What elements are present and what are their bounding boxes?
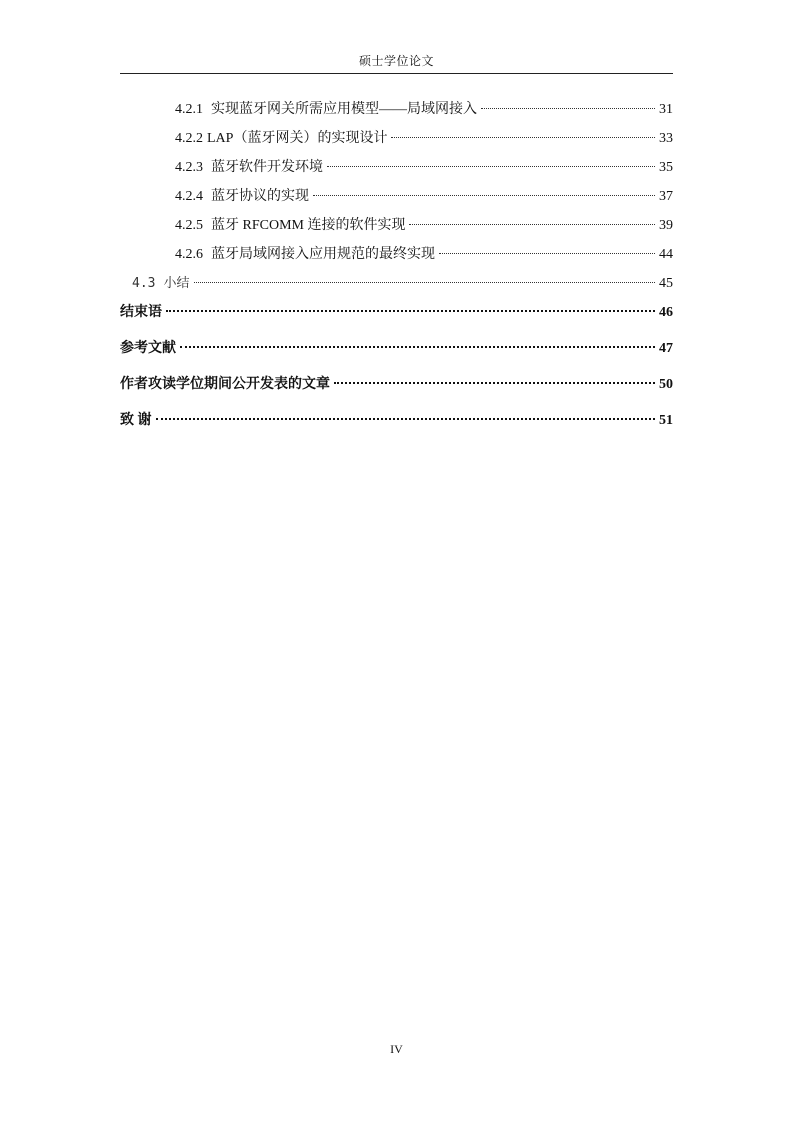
page-number: IV	[390, 1042, 403, 1056]
toc-dot-leader	[327, 166, 655, 167]
toc-entry-text: 小结	[163, 276, 190, 291]
toc-entry-title	[175, 214, 407, 237]
toc-dot-leader	[391, 137, 655, 138]
toc-dot-leader	[313, 195, 655, 196]
toc-entry-text: 蓝牙协议的实现	[211, 189, 309, 204]
toc-page-number: 37	[659, 189, 673, 204]
toc-entry-4-2-6	[120, 243, 673, 266]
toc-entry-number: 4.2.2	[175, 131, 203, 146]
toc-dot-leader	[180, 346, 655, 348]
toc-entry-text: 蓝牙 RFCOMM 连接的软件实现	[211, 218, 406, 233]
toc-entry-4-2-4	[120, 185, 673, 208]
toc-page-number: 31	[659, 102, 673, 117]
toc-dot-leader	[481, 108, 655, 109]
toc-dot-leader	[194, 282, 656, 283]
toc-page-number: 33	[659, 131, 673, 146]
toc-entry-text: 蓝牙局域网接入应用规范的最终实现	[211, 247, 435, 262]
toc-entry-title: 致 谢	[120, 413, 152, 428]
running-header: 硕士学位论文	[358, 54, 434, 68]
toc-entry-title: 作者攻读学位期间公开发表的文章	[120, 377, 330, 392]
toc-dot-leader	[156, 418, 656, 420]
toc-dot-leader	[334, 382, 655, 384]
toc-entry-number: 4.3	[132, 276, 156, 291]
toc-entry-conclusion	[120, 301, 673, 325]
toc-entry-title	[175, 156, 325, 179]
table-of-contents	[120, 98, 673, 445]
toc-page-number: 44	[659, 247, 673, 262]
toc-page-number: 35	[659, 160, 673, 175]
toc-entry-title	[175, 185, 311, 208]
toc-entry-title	[175, 127, 389, 150]
toc-dot-leader	[166, 310, 655, 312]
toc-page-number: 39	[659, 218, 673, 233]
toc-entry-title	[175, 98, 479, 121]
toc-entry-4-2-3	[120, 156, 673, 179]
toc-entry-title: 参考文献	[120, 341, 176, 356]
toc-entry-number: 4.2.4	[175, 189, 203, 204]
toc-entry-publications	[120, 373, 673, 397]
toc-entry-number: 4.2.1	[175, 102, 203, 117]
toc-entry-title: 结束语	[120, 305, 162, 320]
toc-page-number: 50	[659, 377, 673, 392]
toc-page-number: 45	[659, 276, 673, 291]
toc-entry-4-3	[120, 272, 673, 295]
toc-dot-leader	[409, 224, 655, 225]
toc-entry-4-2-2	[120, 127, 673, 150]
toc-entry-number: 4.2.5	[175, 218, 203, 233]
toc-entry-title	[132, 272, 192, 295]
toc-entry-number: 4.2.3	[175, 160, 203, 175]
toc-dot-leader	[439, 253, 655, 254]
toc-entry-acknowledgements	[120, 409, 673, 433]
toc-entry-text: LAP（蓝牙网关）的实现设计	[207, 131, 388, 146]
toc-entry-title	[175, 243, 437, 266]
toc-entry-references	[120, 337, 673, 361]
toc-entry-text: 蓝牙软件开发环境	[211, 160, 323, 175]
toc-entry-4-2-5	[120, 214, 673, 237]
toc-entry-number: 4.2.6	[175, 247, 203, 262]
header-rule	[120, 73, 673, 74]
toc-page-number: 46	[659, 305, 673, 320]
toc-page-number: 51	[659, 413, 673, 428]
toc-entry-text: 实现蓝牙网关所需应用模型——局域网接入	[211, 102, 477, 117]
toc-page-number: 47	[659, 341, 673, 356]
toc-entry-4-2-1	[120, 98, 673, 121]
